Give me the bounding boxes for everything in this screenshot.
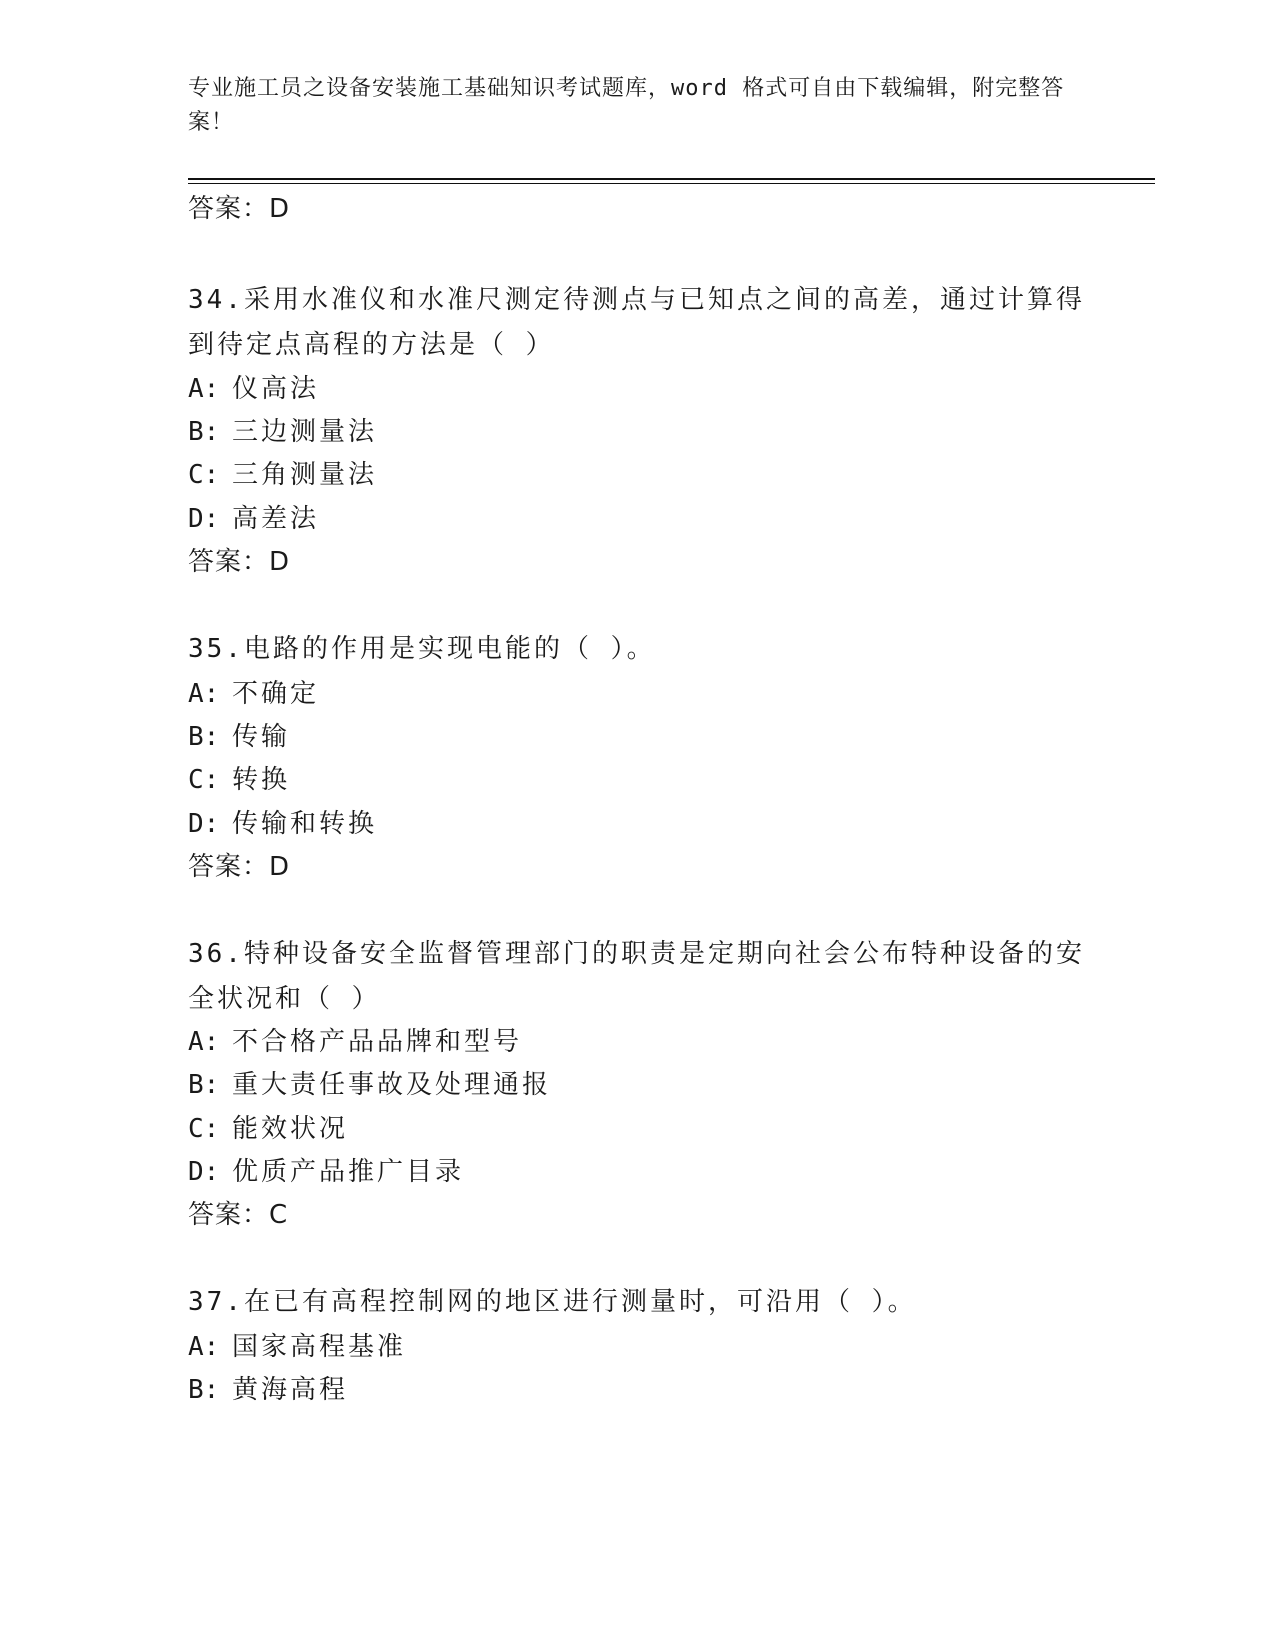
option-b [188,1373,348,1407]
option-text: 不合格产品品牌和型号 [232,1027,523,1057]
option-text: 不确定 [232,679,320,709]
option-letter: C: [188,765,220,795]
option-letter: B: [188,1070,220,1100]
answer-label: 答案：D [188,194,291,224]
option-d [188,1155,464,1189]
option-letter: D: [188,504,220,534]
option-c [188,458,377,492]
header-divider-thick [188,178,1155,180]
answer-label: 答案：D [188,547,291,577]
option-letter: A: [188,374,220,404]
option-b [188,1068,551,1102]
option-text: 传输和转换 [232,809,378,839]
option-text: 国家高程基准 [232,1332,407,1362]
option-letter: C: [188,460,220,490]
document-header: 专业施工员之设备安装施工基础知识考试题库，word 格式可自由下载编辑，附完整答案！ [188,76,1065,135]
option-a [188,1025,522,1059]
option-b [188,415,377,449]
option-c [188,763,290,797]
question-stem: 37.在已有高程控制网的地区进行测量时，可沿用（ ）。 [188,1287,917,1317]
option-text: 转换 [232,765,291,795]
option-letter: A: [188,1027,220,1057]
answer-label: 答案：D [188,852,291,882]
option-letter: A: [188,1332,220,1362]
option-letter: D: [188,1157,220,1187]
option-text: 优质产品推广目录 [232,1157,465,1187]
question-stem: 35.电路的作用是实现电能的（ ）。 [188,634,656,664]
option-text: 重大责任事故及处理通报 [232,1070,552,1100]
option-a [188,677,319,711]
option-text: 三边测量法 [232,417,378,447]
question-stem: 36.特种设备安全监督管理部门的职责是定期向社会公布特种设备的安全状况和（ ） [188,939,1085,1014]
option-text: 黄海高程 [232,1375,349,1405]
option-b [188,720,290,754]
option-letter: B: [188,722,220,752]
option-letter: B: [188,1375,220,1405]
option-text: 仪高法 [232,374,320,404]
option-letter: A: [188,679,220,709]
option-text: 高差法 [232,504,320,534]
option-text: 传输 [232,722,291,752]
option-d [188,502,319,536]
option-c [188,1112,348,1146]
option-letter: B: [188,417,220,447]
question-stem: 34.采用水准仪和水准尺测定待测点与已知点之间的高差，通过计算得到待定点高程的方法是（ ） [188,285,1085,360]
option-text: 三角测量法 [232,460,378,490]
answer-label: 答案：C [188,1200,289,1230]
option-d [188,807,377,841]
header-divider-thin [188,183,1155,184]
option-text: 能效状况 [232,1114,349,1144]
option-a [188,1330,406,1364]
option-letter: D: [188,809,220,839]
option-letter: C: [188,1114,220,1144]
option-a [188,372,319,406]
